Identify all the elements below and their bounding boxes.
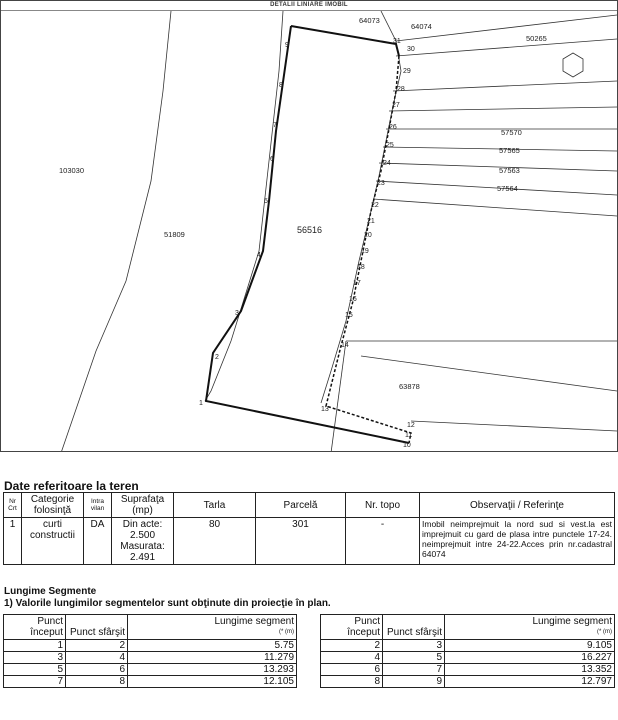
vertex-label: 24 [383,160,391,167]
parcel-label: 57565 [499,146,520,155]
vertex-label: 21 [367,218,375,225]
vertex-label: 30 [407,46,415,53]
seg-end: 2 [66,640,128,652]
neighbour-boundaries [61,11,617,452]
seg-end: 3 [383,640,445,652]
table-row [4,676,297,688]
seg-end: 7 [383,664,445,676]
vertex-label: 16 [349,296,357,303]
vertex-label: 12 [407,422,415,429]
cell-nrtopo: - [346,518,420,565]
vertex-labels [199,38,415,449]
seg-length: 16.227 [445,652,615,664]
seg-end: 9 [383,676,445,688]
cell-tarla: 80 [174,518,256,565]
vertex-label: 22 [371,202,379,209]
vertex-label: 5 [264,198,268,205]
cell-intravilan: DA [84,518,112,565]
vertex-label: 3 [235,310,239,317]
vertex-label: 13 [321,406,329,413]
segmente-title: Lungime Segmente [4,586,97,597]
seg-length: 9.105 [445,640,615,652]
vertex-label: 31 [393,38,401,45]
seg-start: 3 [4,652,66,664]
vertex-label: 9 [285,42,289,49]
vertex-label: 15 [345,312,353,319]
suprafata-masurata-value: 2.491 [129,552,156,563]
vertex-label: 19 [361,248,369,255]
cell-parcela: 301 [256,518,346,565]
cell-nr: 1 [4,518,22,565]
seg-start: 1 [4,640,66,652]
header-observatii: Observaţii / Referinţe [420,493,615,518]
header-nr: Nr Crt [4,493,22,518]
parcel-label: 64073 [359,16,380,25]
vertex-label: 27 [392,102,400,109]
seg-length: 5.75 [128,640,297,652]
table-row [321,652,615,664]
header-intravilan: Intra vilan [84,493,112,518]
vertex-label: 23 [377,180,385,187]
parcel-label: 51809 [164,230,185,239]
header-categorie: Categorie folosinţă [22,493,84,518]
seg-start: 2 [321,640,383,652]
seg-end: 6 [66,664,128,676]
vertex-label: 25 [386,142,394,149]
table-row [4,640,297,652]
vertex-label: 6 [270,156,274,163]
parcel-label: 57563 [499,166,520,175]
parcel-label: 57564 [497,184,518,193]
map-drawing [1,11,617,452]
seg-length: 12.105 [128,676,297,688]
header-parcela: Parcelă [256,493,346,518]
header-lungime [128,615,297,640]
suprafata-acte-label: Din acte: [122,519,163,530]
parcel-label: 57570 [501,128,522,137]
parcel-label: 50265 [526,34,547,43]
vertex-label: 17 [353,280,361,287]
teren-section-title: Date referitoare la teren [4,479,139,493]
segmente-table-right [320,614,615,688]
table-row [321,664,615,676]
seg-length: 13.293 [128,664,297,676]
seg-length: 12.797 [445,676,615,688]
teren-data-row [4,518,615,565]
header-lungime-unit: (* (m) [279,629,294,635]
seg-start: 4 [321,652,383,664]
vertex-label: 28 [397,86,405,93]
seg-start: 6 [321,664,383,676]
header-punct-sfarsit: Punct sfârşit [66,615,128,640]
header-tarla: Tarla [174,493,256,518]
teren-table [3,492,615,565]
cell-categorie: curti constructii [22,518,84,565]
table-row [321,640,615,652]
vertex-label: 26 [389,124,397,131]
parcel-label: 63878 [399,382,420,391]
teren-header-row [4,493,615,518]
suprafata-masurata-label: Masurata: [120,541,165,552]
segmente-table-left [3,614,297,688]
header-punct-inceput: Punct început [4,615,66,640]
parcel-label: 64074 [411,22,432,31]
vertex-label: 14 [341,342,349,349]
seg-start: 5 [4,664,66,676]
seg-start: 8 [321,676,383,688]
map-title: DETALII LINIARE IMOBIL [1,1,617,11]
vertex-label: 2 [215,354,219,361]
vertex-label: 7 [273,122,277,129]
header-punct-inceput: Punct început [321,615,383,640]
table-row [4,652,297,664]
header-nrtopo: Nr. topo [346,493,420,518]
table-row [4,664,297,676]
parcel-label: 103030 [59,166,85,175]
vertex-label: 10 [403,442,411,449]
seg-start: 7 [4,676,66,688]
seg-header-row [4,615,297,640]
header-lungime-label: Lungime segment [214,616,294,627]
seg-header-row [321,615,615,640]
header-suprafata: Suprafaţa (mp) [112,493,174,518]
table-row [321,676,615,688]
seg-end: 8 [66,676,128,688]
vertex-label: 29 [403,68,411,75]
parcel-label-main: 56516 [297,225,323,235]
seg-end: 5 [383,652,445,664]
vertex-label: 8 [279,82,283,89]
segmente-note: 1) Valorile lungimilor segmentelor sunt obţinute din proiecţie în plan. [4,598,331,609]
cell-suprafata [112,518,174,565]
header-lungime [445,615,615,640]
header-lungime-label: Lungime segment [532,616,612,627]
parcel-labels [59,16,547,391]
seg-length: 11.279 [128,652,297,664]
vertex-label: 1 [199,400,203,407]
vertex-label: 11 [405,432,413,439]
header-lungime-unit: (* (m) [597,629,612,635]
seg-end: 4 [66,652,128,664]
vertex-label: 18 [357,264,365,271]
vertex-label: 4 [257,252,261,259]
vertex-label: 20 [364,232,372,239]
suprafata-acte-value: 2.500 [129,530,156,541]
seg-length: 13.352 [445,664,615,676]
cell-observatii: Imobil neimprejmuit la nord sud si vest.la est imprejmuit cu gard de plasa intre punctele 17-24. neimprejmuit intre 24-22.Acces prin nr.cadastral 64074 [420,518,615,565]
header-punct-sfarsit: Punct sfârşit [383,615,445,640]
